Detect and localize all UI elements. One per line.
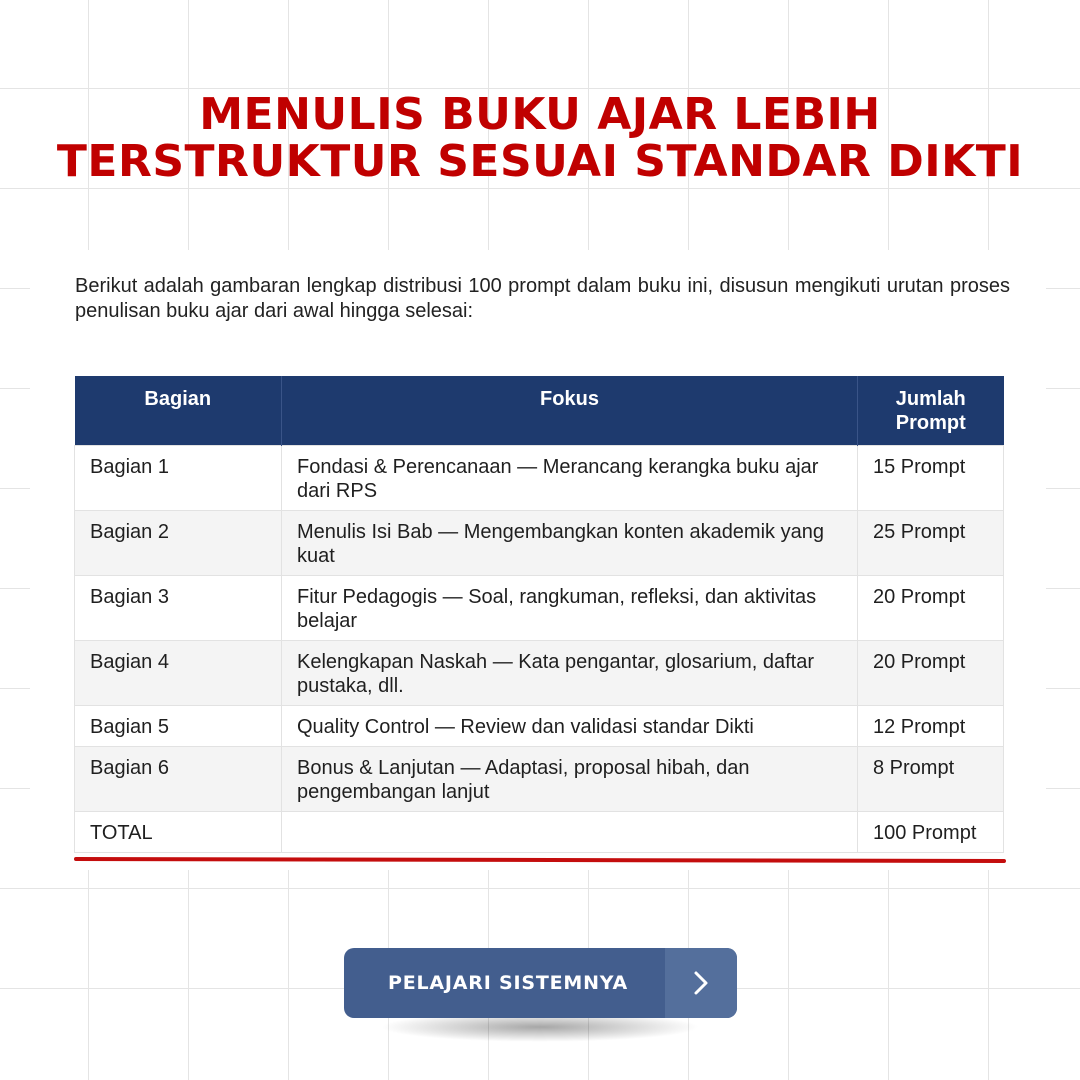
cell-jumlah: 15 Prompt: [858, 445, 1004, 510]
header-bagian: Bagian: [75, 376, 282, 445]
pelajari-sistemnya-button[interactable]: [344, 948, 737, 1018]
table-header-row: [75, 376, 1004, 445]
title-line-2: TERSTRUKTUR SESUAI STANDAR DIKTI: [56, 136, 1024, 187]
button-label: PELAJARI SISTEMNYA: [388, 972, 629, 994]
cell-fokus: Kelengkapan Naskah — Kata pengantar, glosarium, daftar pustaka, dll.: [282, 640, 858, 705]
table-row: [75, 705, 1004, 746]
cell-bagian: Bagian 1: [75, 445, 282, 510]
cell-fokus: Menulis Isi Bab — Mengembangkan konten akademik yang kuat: [282, 510, 858, 575]
table-row: [75, 445, 1004, 510]
cell-fokus: Quality Control — Review dan validasi standar Dikti: [282, 705, 858, 746]
cell-fokus: Fondasi & Perencanaan — Merancang kerangka buku ajar dari RPS: [282, 445, 858, 510]
cell-total-label: TOTAL: [75, 811, 282, 852]
cell-jumlah: 12 Prompt: [858, 705, 1004, 746]
cell-fokus: Fitur Pedagogis — Soal, rangkuman, refleksi, dan aktivitas belajar: [282, 575, 858, 640]
cell-jumlah: 25 Prompt: [858, 510, 1004, 575]
cell-bagian: Bagian 2: [75, 510, 282, 575]
table-row: [75, 746, 1004, 811]
header-jumlah-prompt: Jumlah Prompt: [858, 376, 1004, 445]
page-title: [0, 88, 1080, 188]
intro-paragraph: Berikut adalah gambaran lengkap distribusi 100 prompt dalam buku ini, disusun mengikuti urutan proses penulisan buku ajar dari awal hingga selesai:: [75, 275, 1010, 322]
cell-bagian: Bagian 3: [75, 575, 282, 640]
cell-jumlah: 20 Prompt: [858, 640, 1004, 705]
cell-total-fokus: [282, 811, 858, 852]
table-total-row: [75, 811, 1004, 852]
table-row: [75, 640, 1004, 705]
table-row: [75, 575, 1004, 640]
header-fokus: Fokus: [282, 376, 858, 445]
cell-total-jumlah: 100 Prompt: [858, 811, 1004, 852]
cell-bagian: Bagian 5: [75, 705, 282, 746]
cell-bagian: Bagian 6: [75, 746, 282, 811]
prompt-distribution-table: [74, 376, 1003, 853]
cell-fokus: Bonus & Lanjutan — Adaptasi, proposal hibah, dan pengembangan lanjut: [282, 746, 858, 811]
cell-bagian: Bagian 4: [75, 640, 282, 705]
cell-jumlah: 20 Prompt: [858, 575, 1004, 640]
table-row: [75, 510, 1004, 575]
cell-jumlah: 8 Prompt: [858, 746, 1004, 811]
chevron-right-icon: [665, 948, 737, 1018]
title-line-1: MENULIS BUKU AJAR LEBIH: [199, 89, 881, 140]
